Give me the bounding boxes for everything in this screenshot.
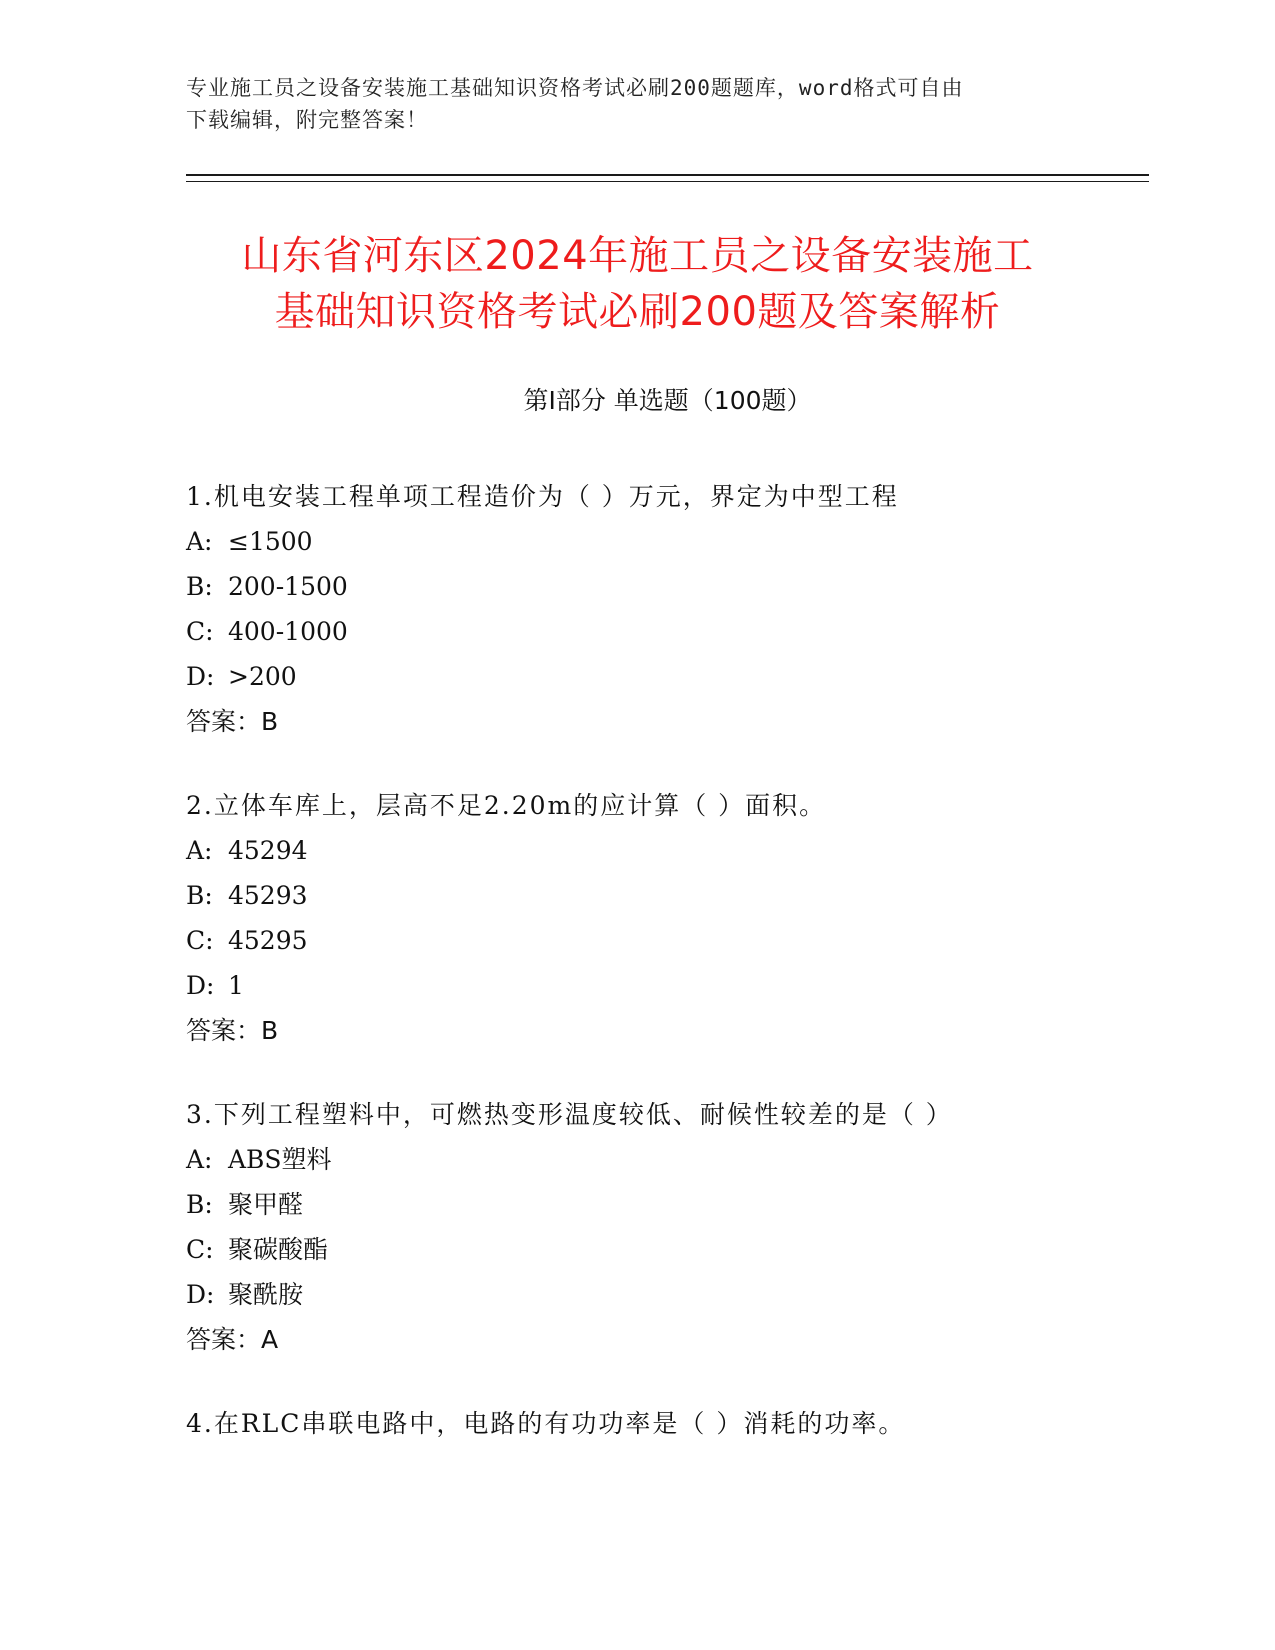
question-4 [186,1401,1149,1446]
option-letter: C: [186,617,214,646]
option-letter: A: [186,836,213,865]
option-b [186,1182,1149,1227]
question-3 [186,1092,1149,1362]
option-d [186,963,1149,1008]
option-letter: D: [186,971,215,1000]
document-title-line-1: 山东省河东区2024年施工员之设备安装施工 [241,233,1034,279]
option-text: 1 [228,971,244,1000]
option-text: 聚酰胺 [228,1280,304,1309]
option-text: 200-1500 [228,572,348,601]
answer-line: 答案：B [186,707,279,736]
option-d [186,654,1149,699]
option-letter: D: [186,1280,215,1309]
option-text: ABS塑料 [228,1145,332,1174]
option-c [186,918,1149,963]
option-letter: B: [186,1190,213,1219]
section-heading: 第Ⅰ部分 单选题（100题） [523,386,812,415]
question-stem: 2.立体车库上，层高不足2.20m的应计算（ ）面积。 [186,791,827,820]
option-text: 45295 [228,926,308,955]
option-text: >200 [228,662,297,691]
option-d [186,1272,1149,1317]
option-text: 聚甲醛 [228,1190,304,1219]
document-title-line-2: 基础知识资格考试必刷200题及答案解析 [274,289,1001,335]
option-letter: D: [186,662,215,691]
answer-line: 答案：A [186,1325,279,1354]
option-letter: C: [186,1235,214,1264]
option-c [186,1227,1149,1272]
header-divider-thick [186,174,1149,176]
option-b [186,564,1149,609]
question-stem: 1.机电安装工程单项工程造价为（ ）万元，界定为中型工程 [186,482,899,511]
header-divider-thin [186,181,1149,182]
option-text: 400-1000 [228,617,348,646]
option-a [186,828,1149,873]
question-1 [186,474,1149,744]
option-text: ≤1500 [228,527,313,556]
option-letter: B: [186,572,213,601]
option-text: 45293 [228,881,308,910]
question-stem: 3.下列工程塑料中，可燃热变形温度较低、耐候性较差的是（ ） [186,1100,953,1129]
answer-line: 答案：B [186,1016,279,1045]
header-note-line-2: 下载编辑，附完整答案！ [186,108,428,132]
option-text: 聚碳酸酯 [228,1235,329,1264]
option-c [186,609,1149,654]
option-a [186,1137,1149,1182]
question-list [186,474,1149,1485]
option-b [186,873,1149,918]
option-letter: A: [186,1145,213,1174]
header-note [186,72,1086,136]
question-stem: 4.在RLC串联电路中，电路的有功功率是（ ）消耗的功率。 [186,1409,906,1438]
option-letter: A: [186,527,213,556]
option-a [186,519,1149,564]
option-letter: C: [186,926,214,955]
option-letter: B: [186,881,213,910]
option-text: 45294 [228,836,308,865]
header-note-line-1: 专业施工员之设备安装施工基础知识资格考试必刷200题题库，word格式可自由 [186,76,964,100]
question-2 [186,783,1149,1053]
document-title [120,228,1155,340]
